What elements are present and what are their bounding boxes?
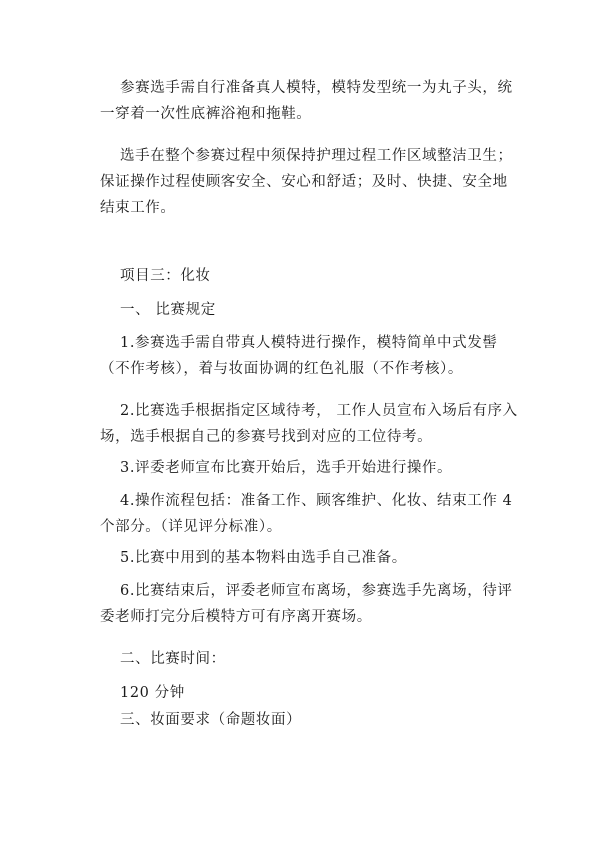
paragraph-model-requirements: 参赛选手需自行准备真人模特，模特发型统一为丸子头，统一穿着一次性底裤浴袍和拖鞋。 xyxy=(100,80,513,122)
rule-item-3: 3.评委老师宣布比赛开始后，选手开始进行操作。 xyxy=(120,460,453,476)
rule-item-2: 2.比赛选手根据指定区域待考， 工作人员宣布入场后有序入场，选手根据自己的参赛号找到对应的工位待考。 xyxy=(100,403,518,445)
heading-competition-rules: 一、 比赛规定 xyxy=(120,302,216,318)
competition-time-value: 120 分钟 xyxy=(120,685,185,701)
heading-competition-time: 二、比赛时间： xyxy=(120,651,226,667)
heading-makeup-requirements: 三、妆面要求（命题妆面） xyxy=(120,712,302,728)
rule-item-4: 4.操作流程包括：准备工作、顾客维护、化妆、结束工作 4 个部分。（详见评分标准）。 xyxy=(100,493,513,535)
section-title: 项目三：化妆 xyxy=(120,268,211,284)
rule-item-1: 1.参赛选手需自带真人模特进行操作，模特简单中式发髻（不作考核），着与妆面协调的红色礼服（不作考核）。 xyxy=(100,335,498,377)
rule-item-5: 5.比赛中用到的基本物料由选手自己准备。 xyxy=(120,550,407,566)
rule-item-6: 6.比赛结束后，评委老师宣布离场，参赛选手先离场，待评委老师打完分后模特方可有序离开赛场。 xyxy=(100,583,513,625)
paragraph-hygiene-requirements: 选手在整个参赛过程中须保持护理过程工作区域整洁卫生； 保证操作过程使顾客安全、安心和舒适；及时、快捷、安全地结束工作。 xyxy=(100,148,513,216)
